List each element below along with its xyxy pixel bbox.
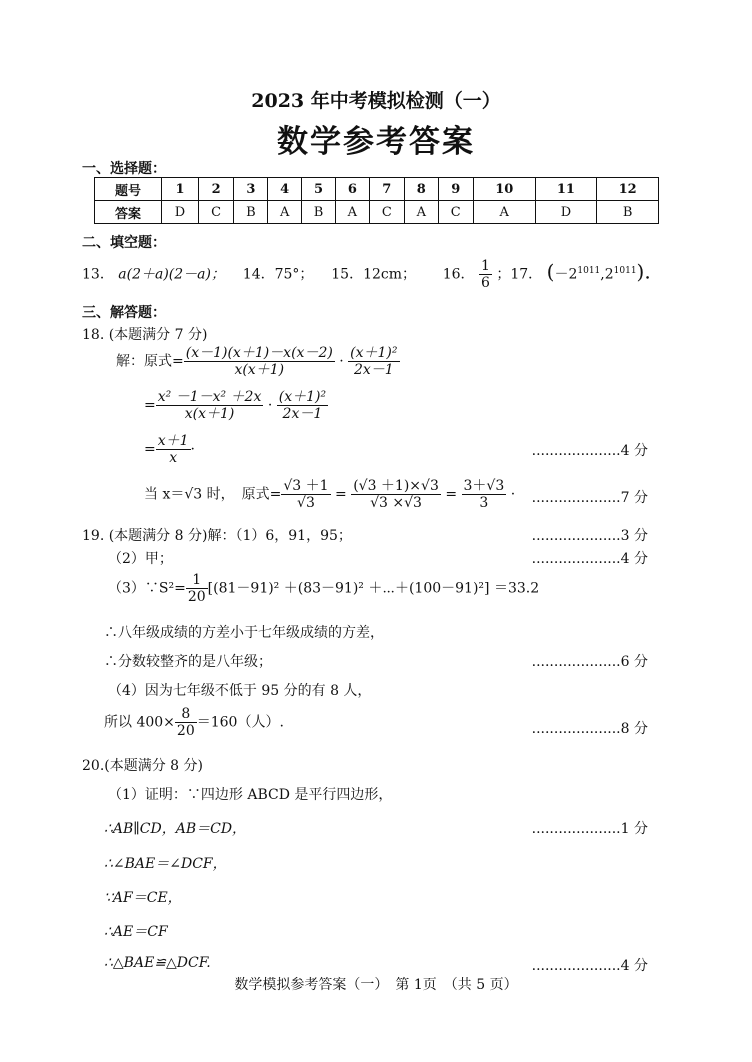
q18-fraction-7	[351, 478, 441, 511]
fraction-numerator: 8	[175, 706, 197, 723]
table-cell: 6	[336, 178, 370, 201]
q18-equals: =	[144, 397, 156, 414]
table-cell: 10	[473, 178, 535, 201]
q19-variance-prefix: （3）∵S²=	[108, 580, 186, 597]
table-cell: 4	[268, 178, 302, 201]
q20-heading: 20.(本题满分 8 分)	[82, 758, 203, 774]
table-cell: B	[597, 201, 659, 224]
q17-term-a: －2	[554, 266, 578, 283]
doc-title: 2023 年中考模拟检测（一）	[251, 90, 501, 112]
section-solve-label: 三、解答题：	[82, 305, 166, 321]
q19-score-3: ....................3 分	[531, 528, 648, 544]
fraction-numerator: (x＋1)²	[350, 345, 398, 361]
fraction-denominator: 2x－1	[353, 362, 394, 379]
q14-answer: 14．75°；	[242, 266, 314, 283]
q18-dot: ·	[267, 397, 273, 414]
q18-score-7: ....................7 分	[531, 490, 648, 506]
table-cell: D	[162, 201, 199, 224]
q19-score-6: ....................6 分	[531, 654, 648, 670]
answer-table	[94, 177, 659, 224]
q18-equals: =	[144, 441, 156, 458]
q18-fraction-4	[277, 389, 328, 422]
q18-equals: =	[445, 486, 458, 503]
fraction-numerator: x² －1－x² ＋2x	[157, 389, 262, 405]
table-cell: 8	[405, 178, 439, 201]
answer-table-answer-row	[95, 201, 659, 224]
page-footer: 数学模拟参考答案（一） 第 1页 （共 5 页）	[234, 977, 518, 993]
q19-variance-body: [(81－91)² ＋(83－91)² ＋⋯＋(100－91)²] ＝33.2	[207, 580, 540, 597]
table-header-cell: 答案	[95, 201, 162, 224]
q18-prefix: 解：原式=	[116, 353, 184, 370]
table-cell: D	[535, 201, 597, 224]
fraction-numerator: 3＋√3	[463, 478, 505, 494]
q17-close-paren: ).	[636, 259, 651, 284]
q18-score-4: ....................4 分	[531, 443, 648, 459]
table-cell: A	[336, 201, 370, 224]
section-fill-label: 二、填空题：	[82, 235, 166, 251]
fraction-denominator: 3	[479, 495, 489, 512]
q19-line-2: （2）甲；	[108, 551, 173, 567]
q17-number: ；17．	[496, 266, 543, 283]
q20-line-1: （1）证明：∵四边形 ABCD 是平行四边形，	[108, 787, 393, 803]
table-cell: A	[268, 201, 302, 224]
q20-line-3: ∴∠BAE＝∠DCF，	[104, 856, 227, 872]
table-cell: A	[405, 201, 439, 224]
table-cell: 11	[535, 178, 597, 201]
fraction-denominator: x(x＋1)	[234, 362, 285, 379]
q19-line-6: （4）因为七年级不低于 95 分的有 8 人，	[108, 683, 372, 699]
answer-table-number-row	[95, 178, 659, 201]
q17-exp-b: 1011	[613, 265, 637, 276]
q18-equals: =	[335, 486, 347, 503]
fraction-denominator: 2x－1	[282, 406, 323, 423]
fraction-denominator: x	[169, 450, 178, 467]
fraction-denominator: x(x＋1)	[184, 406, 235, 423]
table-cell: B	[301, 201, 335, 224]
q16-fraction	[479, 258, 492, 291]
q19-line-7	[104, 706, 284, 739]
fraction-numerator: (x－1)(x＋1)－x(x－2)	[185, 345, 333, 361]
table-cell: 7	[369, 178, 404, 201]
q19-calc-prefix: 所以 400×	[104, 714, 175, 731]
fraction-numerator: 1	[186, 572, 208, 589]
q18-fraction-3	[156, 389, 264, 422]
q18-end-dot: ·	[190, 441, 195, 458]
table-cell: C	[438, 201, 473, 224]
q19-line-3	[108, 572, 539, 605]
q20-line-5: ∴AE＝CF	[104, 924, 168, 940]
fraction-numerator: x＋1	[157, 433, 189, 449]
fraction-numerator: 1	[480, 258, 490, 274]
q19-line-4: ∴八年级成绩的方差小于七年级成绩的方差，	[104, 625, 384, 641]
q18-substitution: 当 x＝√3 时， 原式=	[144, 486, 282, 503]
fraction-denominator: √3 ×√3	[370, 495, 422, 512]
fraction-numerator: √3 ＋1	[283, 478, 329, 494]
q19-calc-fraction	[175, 706, 197, 739]
table-cell: A	[473, 201, 535, 224]
q18-end-dot: ·	[510, 486, 516, 503]
q20-score-1: ....................1 分	[531, 821, 648, 837]
fraction-denominator: 20	[187, 589, 206, 606]
q18-fraction-6	[281, 478, 330, 511]
q18-line-1	[116, 345, 400, 378]
table-cell: 2	[198, 178, 233, 201]
q13-answer: a(2＋a)(2－a)；	[118, 266, 225, 283]
q20-line-4: ∵AF＝CE，	[104, 890, 182, 906]
q19-calc-result: ＝160（人）.	[196, 714, 284, 731]
table-cell: 5	[301, 178, 335, 201]
q18-fraction-8	[462, 478, 507, 511]
q18-fraction-1	[184, 345, 335, 378]
q18-line-3	[144, 433, 195, 466]
fraction-numerator: (x＋1)²	[278, 389, 327, 405]
table-cell: C	[369, 201, 404, 224]
q17-open-paren: (	[546, 259, 555, 284]
q18-fraction-2	[348, 345, 399, 378]
q18-heading: 18. (本题满分 7 分)	[82, 327, 208, 343]
table-header-cell: 题号	[95, 178, 162, 201]
q18-fraction-5	[156, 433, 191, 466]
fraction-denominator: 6	[480, 275, 490, 292]
q19-line-1: 19. (本题满分 8 分)解：（1）6，91，95；	[82, 528, 352, 544]
fraction-denominator: √3	[297, 495, 315, 512]
q19-score-4: ....................4 分	[531, 551, 648, 567]
table-cell: C	[198, 201, 233, 224]
section-choice-label: 一、选择题：	[82, 161, 166, 177]
fraction-numerator: (√3 ＋1)×√3	[353, 478, 439, 494]
fill-answers-line	[82, 258, 651, 291]
table-cell: B	[234, 201, 268, 224]
table-cell: 3	[234, 178, 268, 201]
q18-dot: ·	[339, 353, 344, 370]
q17-term-b: ,2	[600, 266, 614, 283]
q20-score-4: ....................4 分	[531, 958, 648, 974]
table-cell: 1	[162, 178, 199, 201]
doc-subtitle: 数学参考答案	[277, 124, 475, 160]
q19-fraction	[186, 572, 208, 605]
q18-line-2	[144, 389, 328, 422]
q16-number: 16．	[442, 266, 475, 283]
q17-exp-a: 1011	[577, 265, 601, 276]
fraction-denominator: 20	[176, 723, 195, 740]
table-cell: 12	[597, 178, 659, 201]
q19-score-8: ....................8 分	[531, 721, 648, 737]
q15-answer: 15．12cm；	[331, 266, 416, 283]
q18-line-4	[144, 478, 515, 511]
q19-line-5: ∴分数较整齐的是八年级；	[104, 654, 272, 670]
q20-line-6: ∴△BAE≌△DCF.	[104, 955, 211, 971]
q13-number: 13．	[82, 266, 114, 283]
q20-line-2: ∴AB∥CD，AB＝CD，	[104, 821, 247, 837]
table-cell: 9	[438, 178, 473, 201]
